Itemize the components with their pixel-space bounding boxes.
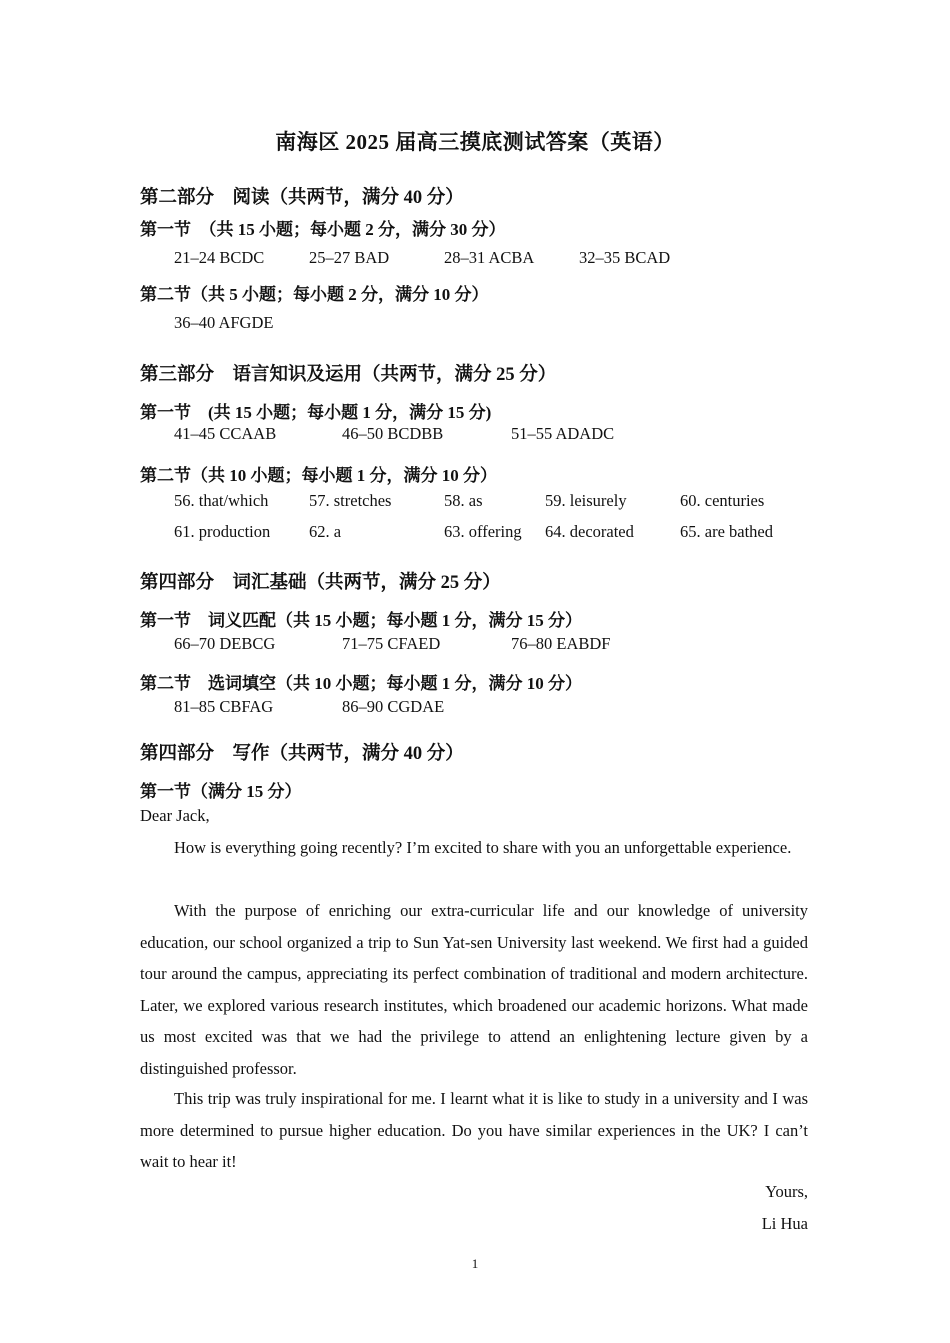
part5-heading: 第四部分 写作（共两节，满分 40 分）: [140, 744, 464, 764]
answer-group: 81–85 CBFAG: [174, 697, 274, 716]
answer-group: 66–70 DEBCG: [174, 634, 276, 653]
answer-group: 76–80 EABDF: [511, 634, 611, 653]
page-number: 1: [471, 1256, 479, 1271]
part4-heading: 第四部分 词汇基础（共两节，满分 25 分）: [140, 573, 501, 593]
answer-item: 58. as: [444, 491, 483, 510]
letter-paragraph-2: With the purpose of enriching our extra-curricular life and our knowledge of university education, our school organized a trip to Sun Yat-sen University last weekend. We first had a guided tour around the campus, appreciating its perfect combination of traditional and modern architecture. Later, we explored various research institutes, which broadened our academic horizons. What made us most excited was that we had the privilege to attend an enlightening lecture given by a distinguished professor.: [140, 901, 808, 1078]
part2-sec2-heading: 第二节（共 5 小题；每小题 2 分，满分 10 分）: [140, 285, 489, 304]
page-title: 南海区 2025 届高三摸底测试答案（英语）: [275, 130, 675, 154]
answer-group: 51–55 ADADC: [511, 424, 615, 443]
answer-item: 65. are bathed: [680, 522, 773, 541]
answer-group: 25–27 BAD: [309, 248, 390, 267]
letter-salutation: Dear Jack,: [140, 806, 210, 825]
answer-item: 59. leisurely: [545, 491, 627, 510]
answer-group: 71–75 CFAED: [342, 634, 441, 653]
part4-sec2-heading: 第二节 选词填空（共 10 小题；每小题 1 分，满分 10 分）: [140, 674, 582, 693]
answer-item: 60. centuries: [680, 491, 765, 510]
answer-item: 56. that/which: [174, 491, 269, 510]
part3-sec2-heading: 第二节（共 10 小题；每小题 1 分，满分 10 分）: [140, 466, 497, 485]
part4-sec1-heading: 第一节 词义匹配（共 15 小题；每小题 1 分，满分 15 分）: [140, 611, 582, 630]
part3-sec1-heading: 第一节 (共 15 小题；每小题 1 分，满分 15 分): [140, 403, 492, 422]
answer-group: 46–50 BCDBB: [342, 424, 444, 443]
part5-sec1-heading: 第一节（满分 15 分）: [140, 782, 302, 801]
answer-group: 32–35 BCAD: [579, 248, 671, 267]
answer-group: 41–45 CCAAB: [174, 424, 277, 443]
letter-paragraph-3: This trip was truly inspirational for me. I learnt what it is like to study in a university and I was more determined to pursue higher education. Do you have similar experiences in the UK? I can’t wait to hear it!: [140, 1089, 808, 1171]
answer-item: 57. stretches: [309, 491, 392, 510]
answer-item: 62. a: [309, 522, 342, 541]
answer-group: 86–90 CGDAE: [342, 697, 445, 716]
answer-group: 21–24 BCDC: [174, 248, 265, 267]
part2-heading: 第二部分 阅读（共两节，满分 40 分）: [140, 188, 464, 208]
answer-item: 61. production: [174, 522, 271, 541]
letter-signature: Li Hua: [761, 1214, 808, 1233]
part3-heading: 第三部分 语言知识及运用（共两节，满分 25 分）: [140, 365, 557, 385]
letter-paragraph-1: How is everything going recently? I’m excited to share with you an unforgettable experience.: [174, 838, 792, 857]
part2-sec1-heading: 第一节 （共 15 小题；每小题 2 分，满分 30 分）: [140, 220, 506, 239]
answer-item: 63. offering: [444, 522, 522, 541]
letter-closing: Yours,: [765, 1182, 808, 1201]
answer-group: 36–40 AFGDE: [174, 313, 274, 332]
answer-item: 64. decorated: [545, 522, 634, 541]
answer-group: 28–31 ACBA: [444, 248, 535, 267]
